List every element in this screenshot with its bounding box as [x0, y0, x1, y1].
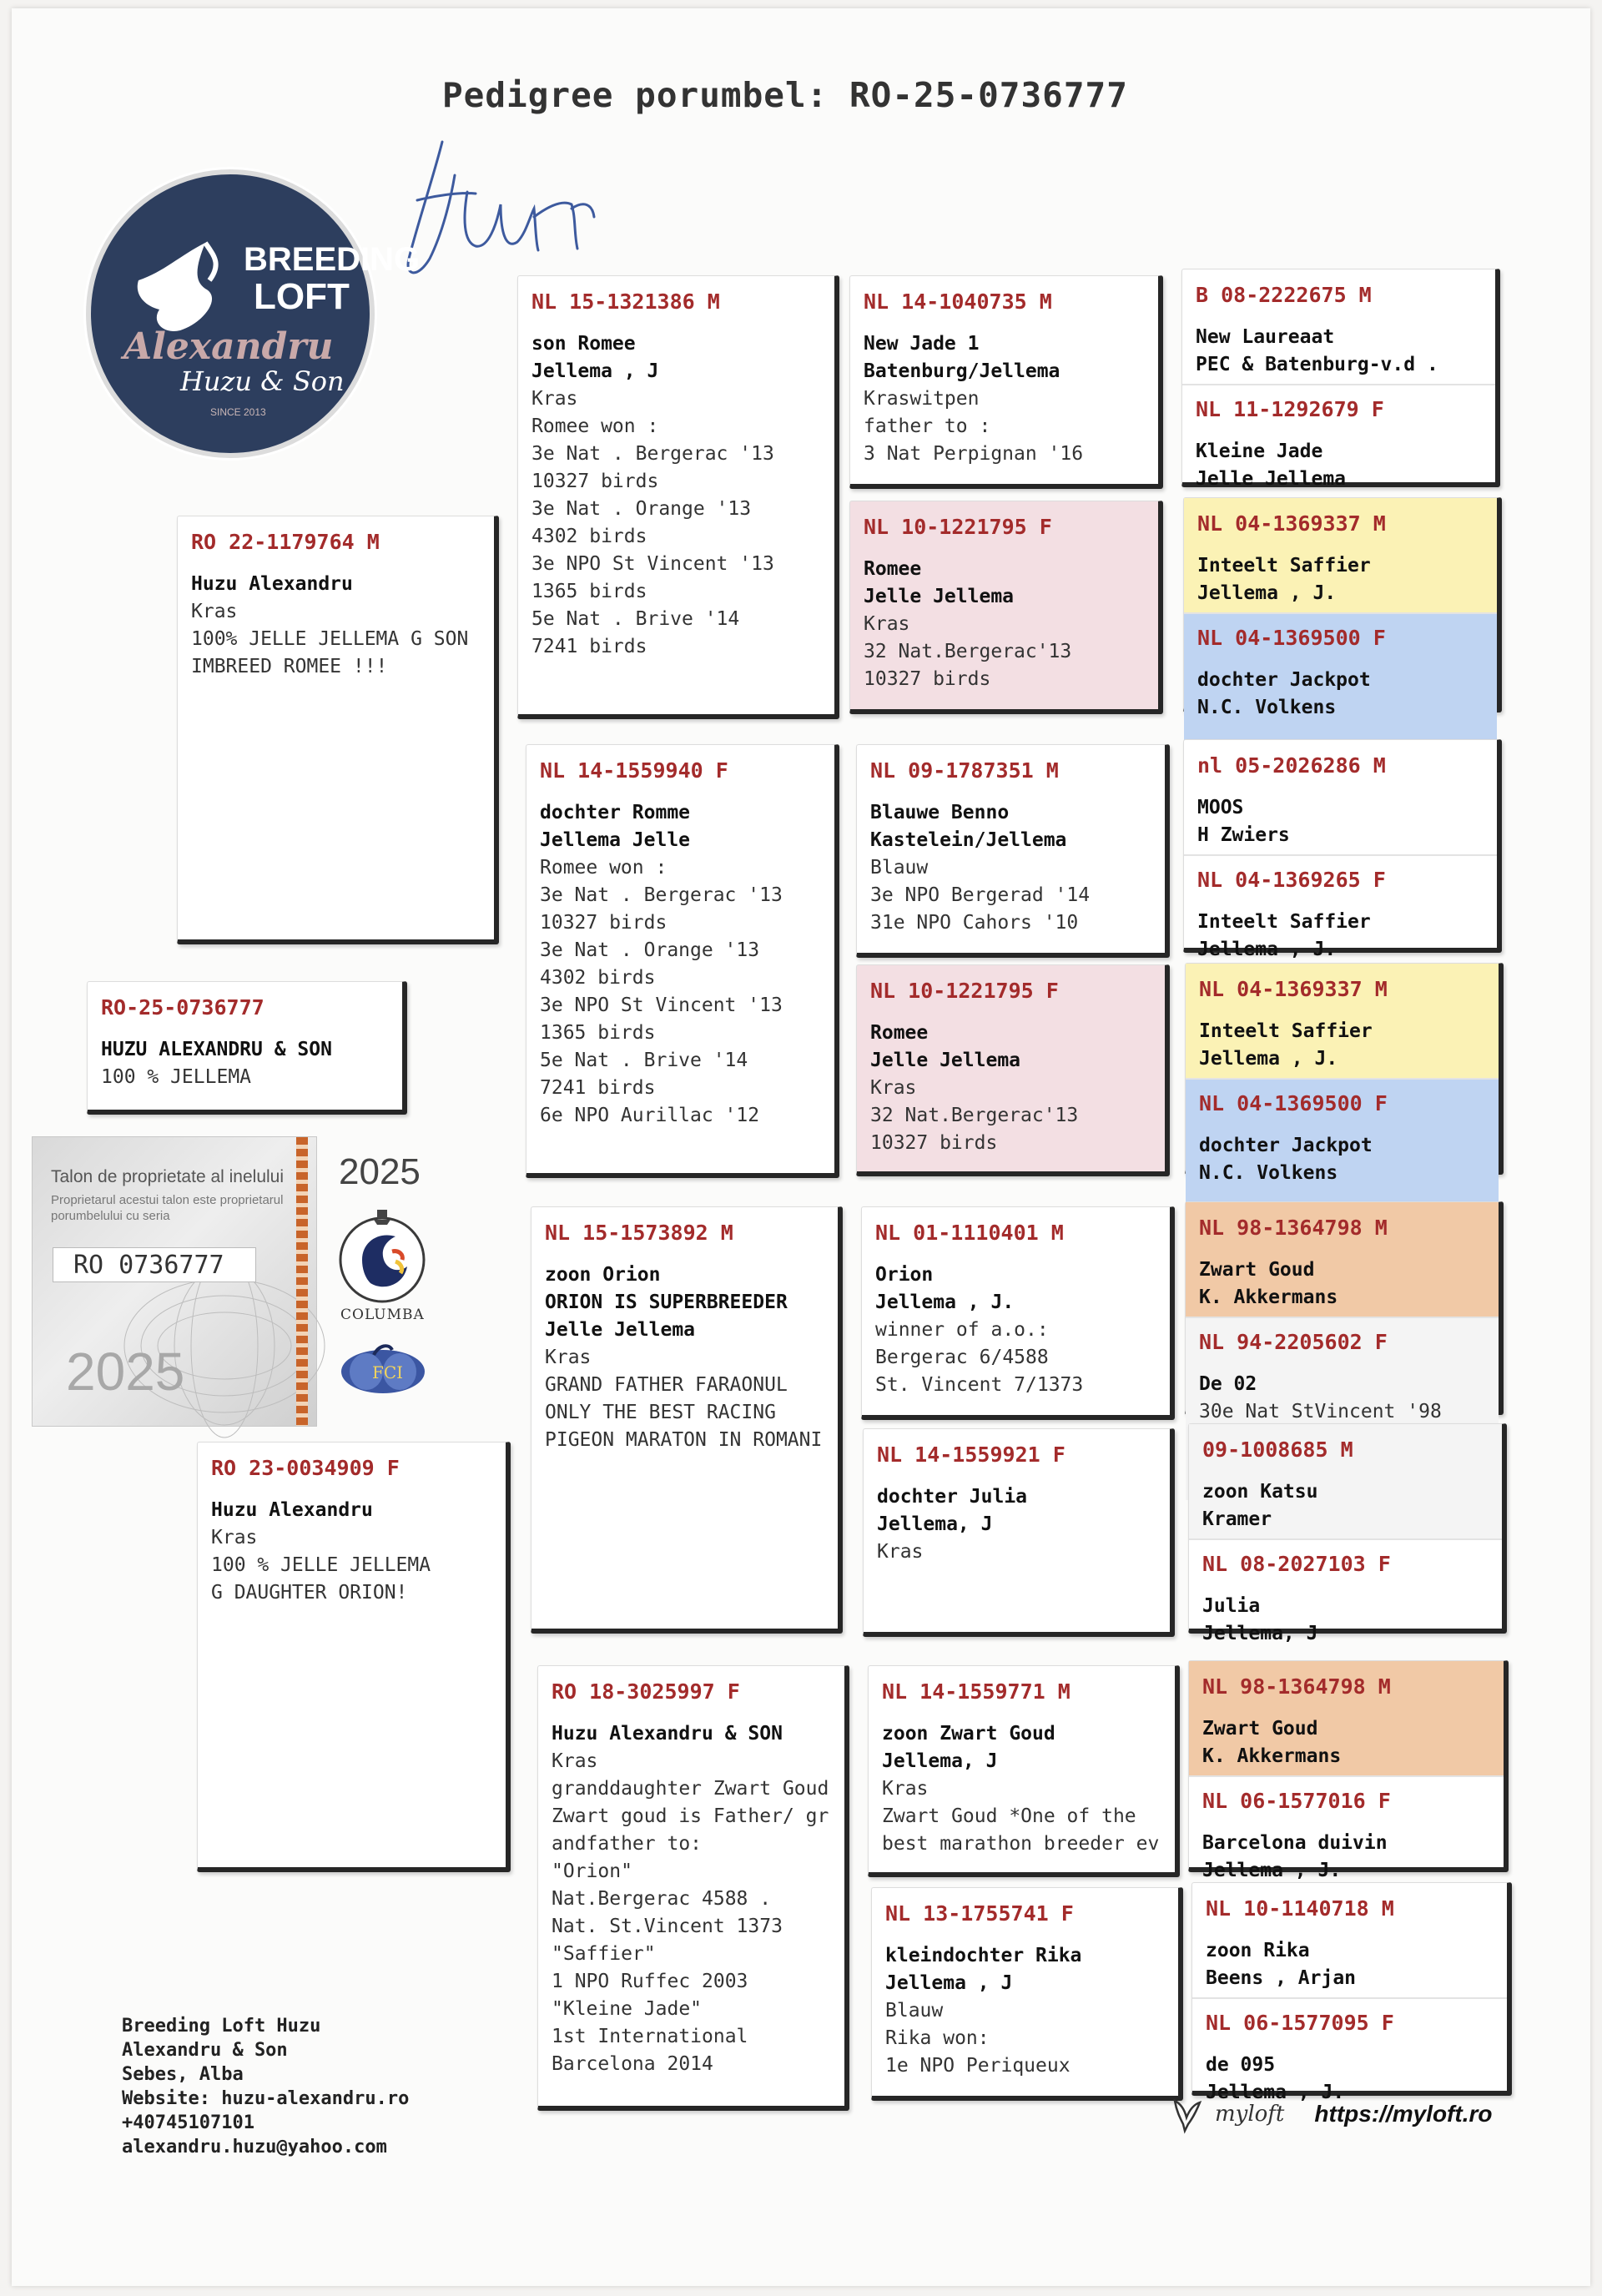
pigeon-name: dochter Julia [877, 1486, 1028, 1508]
pigeon-line: Blauw [870, 857, 929, 879]
talon-year: 2025 [339, 1151, 421, 1192]
gen4-entry[interactable] [1186, 1202, 1499, 1317]
pigeon-line: best marathon breeder ev [882, 1833, 1160, 1855]
ring-number: NL 13-1755741 F [885, 1901, 1074, 1926]
grandparent-card[interactable] [526, 744, 839, 1178]
pigeon-line: 1e NPO Periqueux [885, 2055, 1071, 2077]
columba-label: COLUMBA [340, 1307, 425, 1323]
pigeon-line: 3e Nat . Orange '13 [531, 498, 752, 520]
pigeon-breeder: Jellema , J [885, 1972, 1013, 1994]
ring-number: NL 04-1369337 M [1199, 977, 1388, 1001]
pigeon-name: Inteelt Saffier [1199, 1020, 1373, 1042]
pigeon-name: dochter Jackpot [1199, 1135, 1373, 1156]
pigeon-line: 1st International [552, 2026, 748, 2047]
ring-number: NL 04-1369500 F [1199, 1091, 1388, 1115]
pigeon-line: 4302 birds [531, 526, 647, 547]
pigeon-line: Kras [864, 613, 910, 635]
pigeon-breeder: Jellema, J [877, 1513, 993, 1535]
contact-info [122, 2014, 409, 2159]
pigeon-line: 3 Nat Perpignan '16 [864, 443, 1084, 465]
pigeon-line: Kras [552, 1750, 598, 1772]
talon-text: Proprietarul acestui talon este proprietarul porumbelului cu seria [51, 1193, 284, 1223]
contact-website[interactable]: Website: huzu-alexandru.ro [122, 2088, 410, 2109]
pigeon-line: 3e Nat . Bergerac '13 [531, 443, 774, 465]
pigeon-breeder: Jelle Jellema [870, 1050, 1021, 1071]
gen4-pair-card[interactable] [1183, 739, 1502, 960]
pigeon-breeder: K. Akkermans [1202, 1745, 1342, 1767]
pigeon-line: andfather to: [552, 1833, 703, 1855]
gen4-pair-card[interactable] [1188, 1423, 1507, 1644]
talon-title: Talon de proprietate al inelului [51, 1167, 285, 1186]
ring-number: NL 04-1369265 F [1197, 868, 1386, 892]
pigeon-line: Kras [545, 1347, 592, 1368]
pigeon-breeder: N.C. Volkens [1197, 697, 1337, 718]
pigeon-breeder: Jellema , J. [1206, 2082, 1345, 2103]
ring-number: NL 10-1221795 F [870, 979, 1059, 1003]
pigeon-name: De 02 [1199, 1373, 1257, 1395]
pigeon-line: granddaughter Zwart Goud [552, 1778, 829, 1800]
ring-number: NL 01-1110401 M [875, 1221, 1064, 1245]
pigeon-name: Inteelt Saffier [1197, 555, 1371, 577]
ring-number: NL 04-1369337 M [1197, 511, 1386, 536]
sire-line: Kras [191, 601, 238, 622]
pigeon-line: GRAND FATHER FARAONUL [545, 1374, 788, 1396]
dam-line: 100 % JELLE JELLEMA [211, 1554, 431, 1576]
sire-line: 100% JELLE JELLEMA G SON [191, 628, 469, 650]
talon-stripe [296, 1137, 308, 1426]
pigeon-name: son Romee [531, 333, 636, 355]
fci-emblem-icon [337, 1338, 429, 1397]
pigeon-breeder: Jellema Jelle [540, 829, 691, 851]
gen4-entry[interactable] [1184, 498, 1497, 612]
pigeon-breeder: PEC & Batenburg-v.d . [1196, 354, 1438, 375]
pigeon-name: Barcelona duivin [1202, 1832, 1388, 1854]
gen4-entry[interactable] [1192, 1883, 1507, 1997]
pigeon-name: zoon Zwart Goud [882, 1723, 1055, 1745]
pigeon-line: 32 Nat.Bergerac'13 [870, 1105, 1079, 1126]
ring-number: RO 18-3025997 F [552, 1679, 740, 1704]
gen4-entry[interactable] [1189, 1661, 1504, 1775]
pigeon-line: Kras [531, 388, 578, 410]
pigeon-line: 31e NPO Cahors '10 [870, 912, 1079, 934]
ring-number: NL 14-1559921 F [877, 1443, 1065, 1467]
subject-line: HUZU ALEXANDRU & SON [101, 1039, 332, 1060]
pigeon-line: 3e NPO St Vincent '13 [531, 553, 774, 575]
pigeon-line: "Orion" [552, 1860, 632, 1882]
pigeon-line: 5e Nat . Brive '14 [531, 608, 740, 630]
pigeon-line: 3e Nat . Orange '13 [540, 939, 760, 961]
great-grandparent-card[interactable] [856, 744, 1170, 958]
great-grandparent-card[interactable] [871, 1887, 1183, 2101]
ring-number: NL 98-1364798 M [1199, 1216, 1388, 1240]
ring-number: NL 10-1221795 F [864, 515, 1052, 539]
pigeon-breeder: Beens , Arjan [1206, 1967, 1357, 1989]
gen4-entry[interactable] [1182, 269, 1495, 384]
pigeon-name: zoon Orion [545, 1264, 661, 1286]
gen4-pair-card[interactable] [1185, 963, 1504, 1184]
great-grandparent-card[interactable] [856, 964, 1170, 1176]
gen4-pair-card[interactable] [1185, 1201, 1504, 1422]
pigeon-name: Julia [1202, 1595, 1261, 1617]
pigeon-name: zoon Katsu [1202, 1481, 1318, 1503]
subject-ring: RO-25-0736777 [101, 995, 264, 1020]
ring-number: NL 10-1140718 M [1206, 1896, 1394, 1921]
pigeon-name: MOOS [1197, 797, 1244, 818]
pigeon-name: dochter Romme [540, 802, 691, 823]
pigeon-line: 30e Nat StVincent '98 [1199, 1401, 1442, 1422]
pigeon-line: PIGEON MARATON IN ROMANI [545, 1429, 823, 1451]
myloft-branding [1171, 2096, 1492, 2132]
pigeon-name: dochter Jackpot [1197, 669, 1371, 691]
dam-card[interactable] [197, 1442, 511, 1872]
breeding-loft-logo [80, 164, 421, 467]
pigeon-line: Zwart goud is Father/ gr [552, 1805, 829, 1827]
ring-number: nl 05-2026286 M [1197, 753, 1386, 778]
pigeon-line: 5e Nat . Brive '14 [540, 1050, 748, 1071]
pigeon-line: 1365 birds [531, 581, 647, 602]
pigeon-line: 1 NPO Ruffec 2003 [552, 1971, 748, 1992]
pigeon-line: "Kleine Jade" [552, 1998, 703, 2020]
ring-number: NL 14-1040735 M [864, 290, 1052, 314]
gen4-pair-card[interactable] [1183, 497, 1502, 718]
gen4-entry[interactable] [1189, 1538, 1502, 1653]
sire-card[interactable] [177, 516, 499, 944]
great-grandparent-card[interactable] [849, 501, 1163, 714]
subject-card[interactable] [87, 981, 407, 1115]
pigeon-line: 3e NPO Bergerad '14 [870, 884, 1091, 906]
contact-phone[interactable]: +40745107101 [122, 2112, 254, 2133]
ring-number: NL 08-2027103 F [1202, 1552, 1391, 1576]
pigeon-name: Huzu Alexandru & SON [552, 1723, 783, 1745]
ring-number: B 08-2222675 M [1196, 283, 1372, 307]
pigeon-name: zoon Rika [1206, 1940, 1310, 1961]
pigeon-breeder: Jellema, J [1202, 1623, 1318, 1644]
great-grandparent-card[interactable] [863, 1428, 1175, 1637]
great-grandparent-card[interactable] [861, 1206, 1175, 1420]
great-grandparent-card[interactable] [868, 1665, 1180, 1877]
grandparent-card[interactable] [537, 1665, 849, 2111]
gen4-entry[interactable] [1189, 1775, 1504, 1890]
pigeon-line: Kras [882, 1778, 929, 1800]
pigeon-name: Kleine Jade [1196, 441, 1323, 462]
columba-emblem-icon [337, 1208, 427, 1305]
great-grandparent-card[interactable] [849, 275, 1163, 489]
pigeon-line: ONLY THE BEST RACING [545, 1402, 776, 1423]
pigeon-line: Nat.Bergerac 4588 . [552, 1888, 772, 1910]
svg-text:Huzu & Son: Huzu & Son [180, 365, 345, 397]
svg-text:BREEDING: BREEDING [244, 241, 421, 278]
ring-number: 09-1008685 M [1202, 1438, 1353, 1462]
ring-number: NL 14-1559771 M [882, 1679, 1071, 1704]
gen4-entry[interactable] [1192, 1997, 1507, 2112]
grandparent-card[interactable] [531, 1206, 843, 1634]
pigeon-name: kleindochter Rika [885, 1945, 1082, 1966]
myloft-link[interactable]: https://myloft.ro [1314, 2101, 1493, 2127]
pigeon-line: 10327 birds [531, 471, 659, 492]
pigeon-breeder: Kramer [1202, 1508, 1272, 1530]
subject-line: 100 % JELLEMA [101, 1066, 252, 1088]
svg-text:Alexandru: Alexandru [123, 325, 334, 368]
grandparent-card[interactable] [517, 275, 839, 719]
ring-ownership-card [32, 1136, 317, 1427]
pigeon-line: Barcelona 2014 [552, 2053, 713, 2075]
pigeon-breeder: Jellema , J. [1197, 939, 1337, 960]
pigeon-breeder: Jelle Jellema [545, 1319, 696, 1341]
talon-year-faded: 2025 [66, 1342, 185, 1402]
ring-number: NL 14-1559940 F [540, 758, 728, 783]
pigeon-breeder: Batenburg/Jellema [864, 360, 1060, 382]
pigeon-line: 32 Nat.Bergerac'13 [864, 641, 1072, 662]
pigeon-line: 7241 birds [531, 636, 647, 657]
pigeon-line: 6e NPO Aurillac '12 [540, 1105, 760, 1126]
pigeon-name: Zwart Goud [1202, 1718, 1318, 1740]
myloft-logo-icon [1171, 2096, 1203, 2132]
ring-number: NL 06-1577095 F [1206, 2011, 1394, 2035]
pigeon-line: Romee won : [531, 415, 659, 437]
pigeon-line: winner of a.o.: [875, 1319, 1049, 1341]
ring-number: NL 04-1369500 F [1197, 626, 1386, 650]
contact-line: Breeding Loft Huzu [122, 2016, 321, 2037]
dam-line: Huzu Alexandru [211, 1499, 373, 1521]
pigeon-line: 10327 birds [540, 912, 668, 934]
pigeon-breeder: Jellema , J. [1202, 1860, 1342, 1881]
pigeon-breeder: H Zwiers [1197, 824, 1290, 846]
gen4-entry[interactable] [1184, 740, 1497, 854]
pigeon-breeder: Jellema , J. [875, 1292, 1015, 1313]
pigeon-line: Nat. St.Vincent 1373 [552, 1916, 783, 1937]
pigeon-name: Orion [875, 1264, 934, 1286]
talon-ring-number: RO 0736777 [53, 1247, 256, 1282]
pigeon-line: Blauw [885, 2000, 944, 2022]
pigeon-line: 3e NPO St Vincent '13 [540, 994, 783, 1016]
ring-number: NL 06-1577016 F [1202, 1789, 1391, 1813]
contact-line: Alexandru & Son [122, 2040, 288, 2061]
contact-email[interactable]: alexandru.huzu@yahoo.com [122, 2137, 387, 2158]
svg-text:FCI: FCI [372, 1362, 404, 1382]
dam-line: Kras [211, 1527, 258, 1548]
pigeon-name: Zwart Goud [1199, 1259, 1315, 1281]
pigeon-breeder: Jellema , J [531, 360, 659, 382]
pigeon-line: 10327 birds [864, 668, 991, 690]
pigeon-line: "Saffier" [552, 1943, 656, 1965]
pigeon-line: Kras [877, 1541, 924, 1563]
ring-number: NL 94-2205602 F [1199, 1330, 1388, 1354]
pigeon-name: New Laureaat [1196, 326, 1335, 348]
pigeon-name: New Jade 1 [864, 333, 980, 355]
pigeon-name: Romee [864, 558, 922, 580]
pigeon-breeder: K. Akkermans [1199, 1286, 1338, 1308]
pigeon-line: Romee won : [540, 857, 668, 879]
pigeon-line: Zwart Goud *One of the [882, 1805, 1136, 1827]
gen4-pair-card[interactable] [1181, 269, 1500, 490]
gen4-entry[interactable] [1182, 384, 1495, 498]
gen4-entry[interactable] [1186, 964, 1499, 1078]
contact-line: Sebes, Alba [122, 2064, 244, 2085]
pigeon-breeder: Jelle Jellema [1196, 468, 1347, 490]
svg-text:SINCE 2013: SINCE 2013 [210, 406, 266, 418]
pigeon-line: Kraswitpen [864, 388, 980, 410]
pigeon-line: 10327 birds [870, 1132, 998, 1154]
pigeon-line: 3e Nat . Bergerac '13 [540, 884, 783, 906]
pigeon-line: St. Vincent 7/1373 [875, 1374, 1084, 1396]
gen4-pair-card[interactable] [1191, 1882, 1512, 2103]
dam-ring: RO 23-0034909 F [211, 1456, 400, 1480]
svg-text:LOFT: LOFT [254, 276, 350, 317]
gen4-pair-card[interactable] [1188, 1660, 1509, 1881]
pigeon-breeder: N.C. Volkens [1199, 1162, 1338, 1184]
pigeon-line: 4302 birds [540, 967, 656, 989]
pigeon-name: Inteelt Saffier [1197, 911, 1371, 933]
sire-ring: RO 22-1179764 M [191, 530, 380, 554]
pigeon-breeder: Jellema , J. [1197, 582, 1337, 604]
pigeon-line: 7241 birds [540, 1077, 656, 1099]
dam-line: G DAUGHTER ORION! [211, 1582, 408, 1604]
ring-number: NL 09-1787351 M [870, 758, 1059, 783]
pigeon-name: Romee [870, 1022, 929, 1044]
gen4-entry[interactable] [1184, 854, 1497, 969]
pigeon-name: Blauwe Benno [870, 802, 1010, 823]
pigeon-line: Kras [870, 1077, 917, 1099]
gen4-entry[interactable] [1189, 1424, 1502, 1538]
pigeon-breeder: Jellema, J [882, 1750, 998, 1772]
ring-number: NL 15-1573892 M [545, 1221, 733, 1245]
pigeon-breeder: Jelle Jellema [864, 586, 1015, 607]
pigeon-line: Bergerac 6/4588 [875, 1347, 1049, 1368]
pigeon-line: Rika won: [885, 2027, 990, 2049]
ring-number: NL 15-1321386 M [531, 290, 720, 314]
pigeon-breeder: Kastelein/Jellema [870, 829, 1067, 851]
pigeon-breeder: Jellema , J. [1199, 1048, 1338, 1070]
pigeon-line: 1365 birds [540, 1022, 656, 1044]
ring-number: NL 11-1292679 F [1196, 397, 1384, 421]
page-title: Pedigree porumbel: RO-25-0736777 [442, 75, 1128, 115]
myloft-brand: myloft [1215, 2102, 1285, 2127]
sire-line: Huzu Alexandru [191, 573, 353, 595]
pigeon-line: ORION IS SUPERBREEDER [545, 1292, 788, 1313]
sire-line: IMBREED ROMEE !!! [191, 656, 388, 677]
pigeon-name: de 095 [1206, 2054, 1276, 2076]
pigeon-line: father to : [864, 415, 991, 437]
ring-number: NL 98-1364798 M [1202, 1674, 1391, 1699]
